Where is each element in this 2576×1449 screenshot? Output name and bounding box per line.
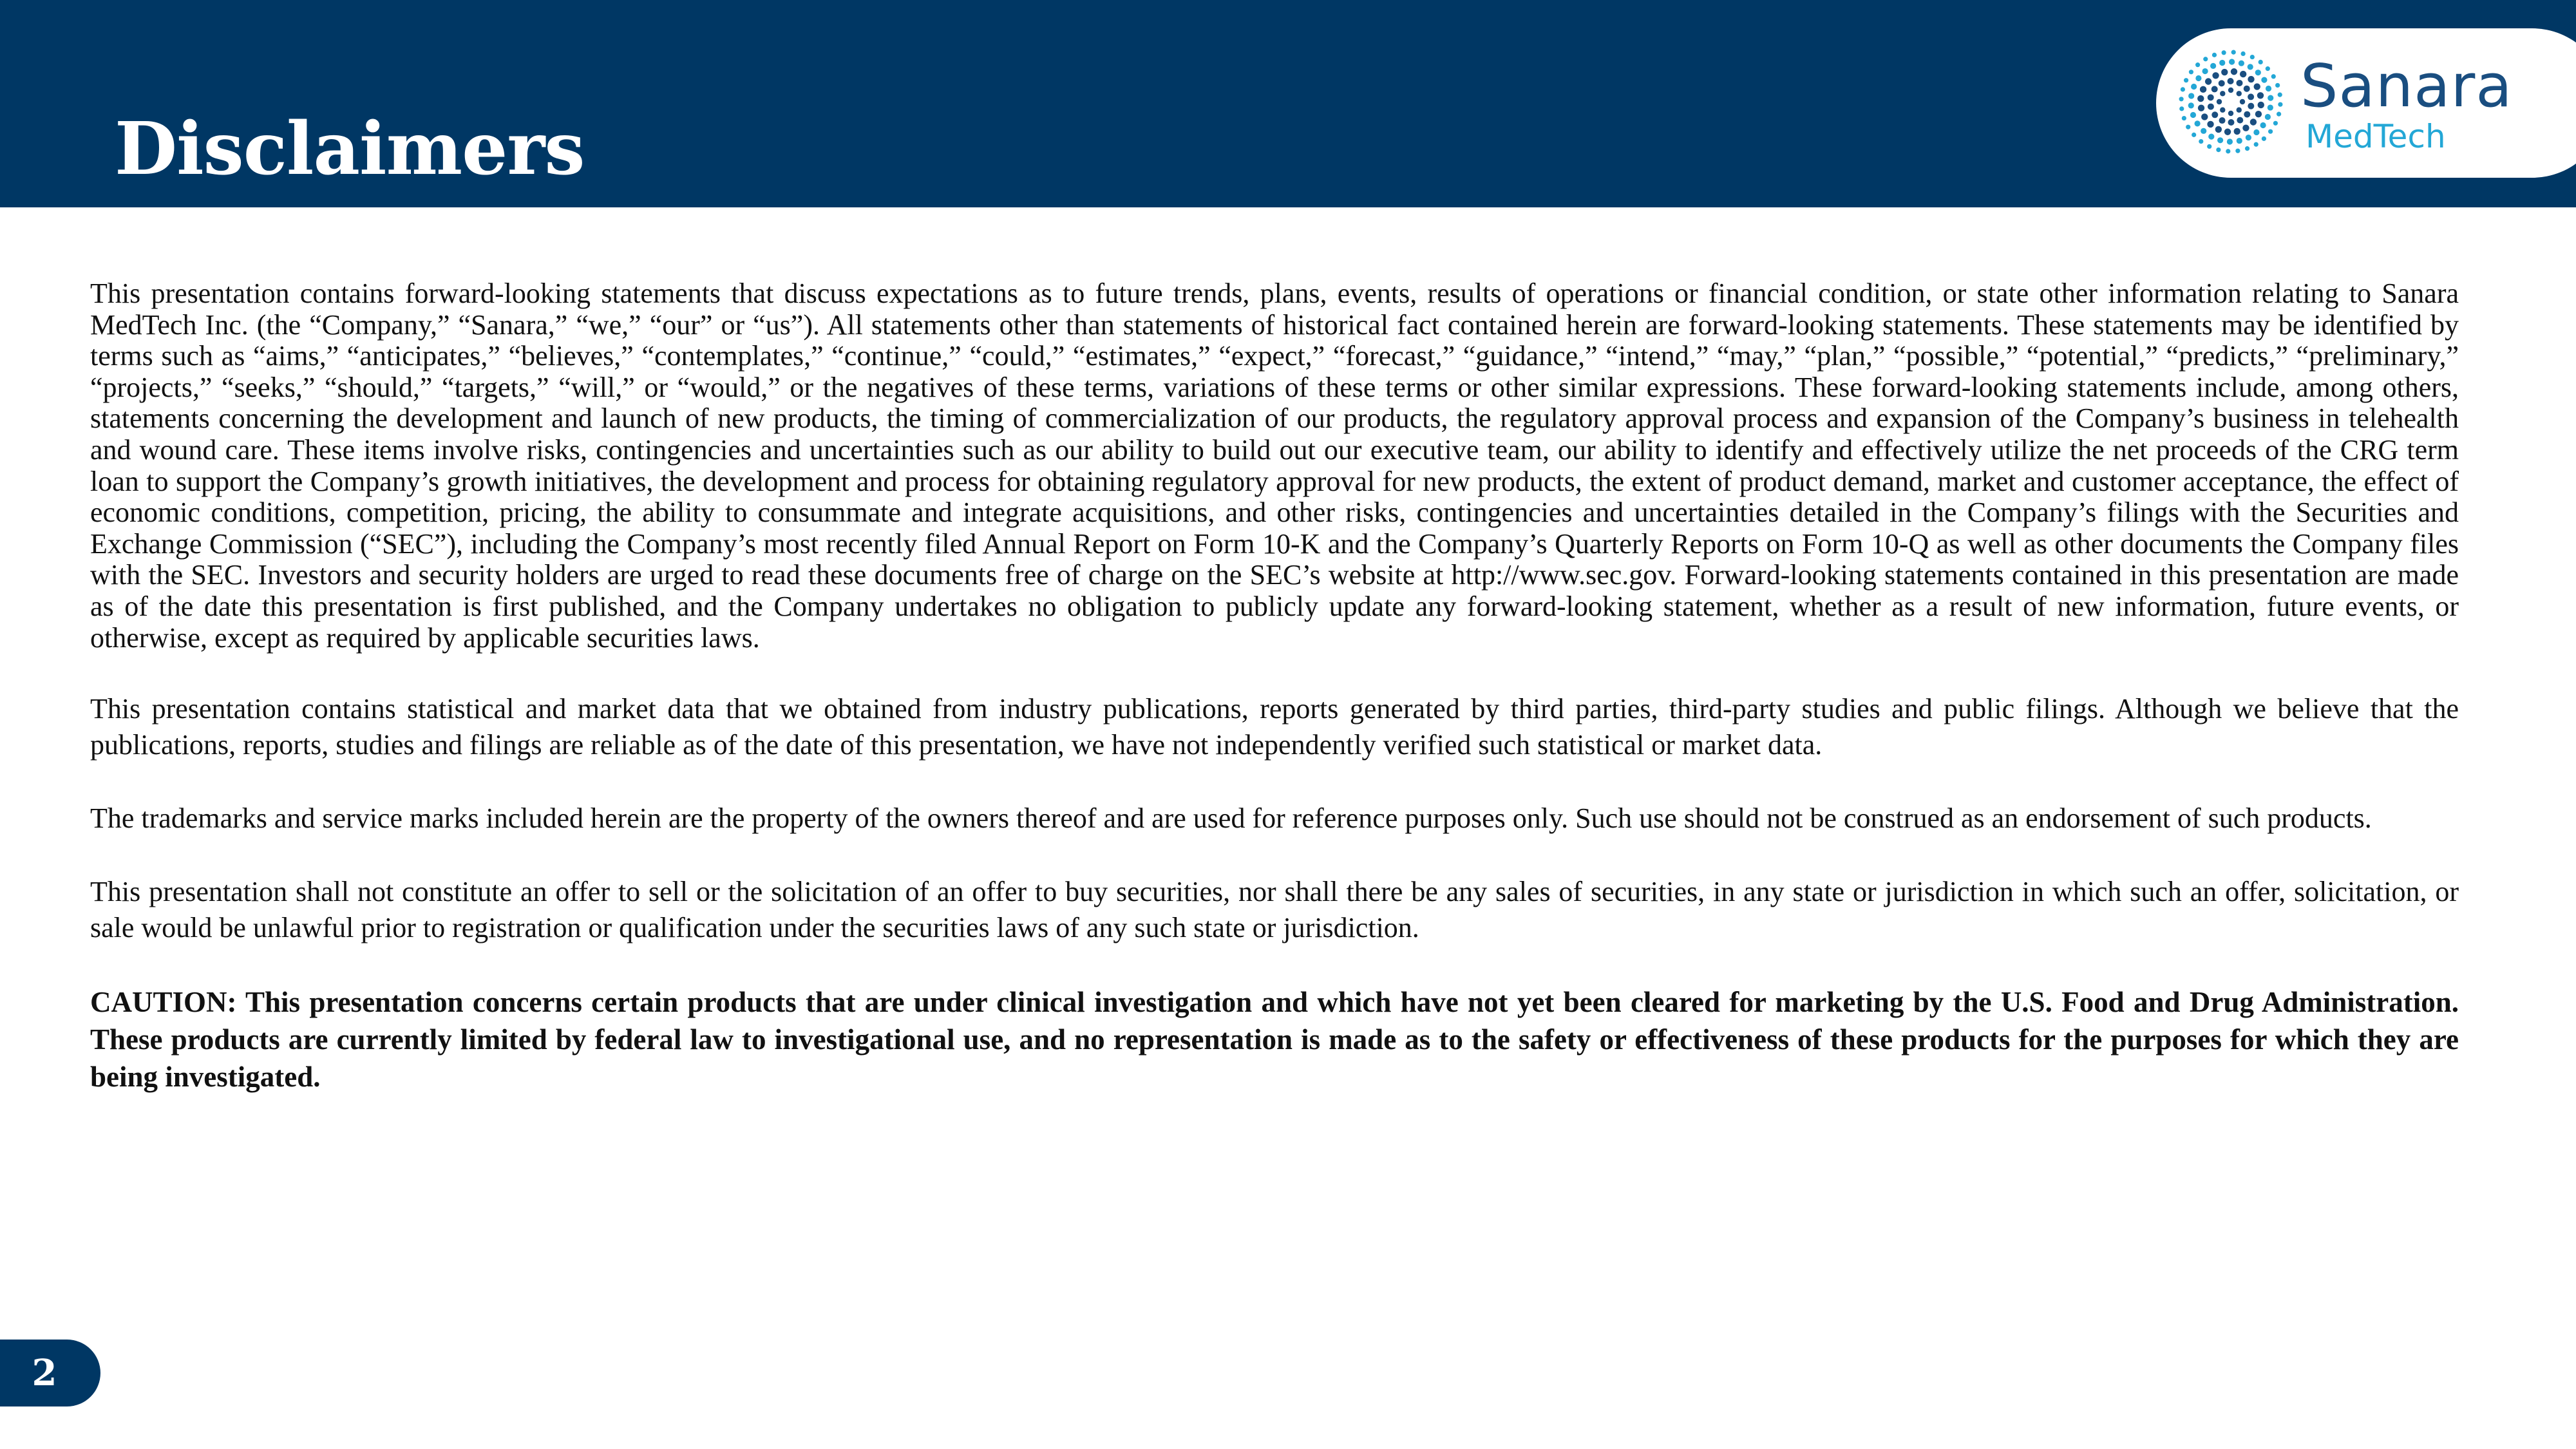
page-title: Disclaimers (115, 107, 585, 191)
caution-paragraph: CAUTION: This presentation concerns certain products that are under clinical investigation and which have not yet been cleared for marketing by the U.S. Food and Drug Administration. These products are currently limited by federal law to investigational use, and no representation is made as to the safety or effectiveness of these products for the purposes for which they are being investigated. (90, 986, 2459, 1094)
page-number: 2 (0, 1340, 100, 1406)
disclaimer-body (90, 278, 2459, 1133)
trademarks-paragraph: The trademarks and service marks included herein are the property of the owners thereof and are used for reference purposes only. Such use should not be construed as an endorsement of such products. (90, 802, 2372, 835)
market-data-paragraph: This presentation contains statistical and market data that we obtained from industry publications, reports generated by third parties, third-party studies and public filings. Although we believe that the publications, reports, studies and filings are reliable as of the date of this presentation, we have not independently verified such statistical or market data. (90, 693, 2459, 761)
logo-wordmark (2300, 54, 2513, 155)
forward-looking-statements-paragraph: This presentation contains forward-looking statements that discuss expectations as to future trends, plans, events, results of operations or financial condition, or state other information relating to Sanara MedTech Inc. (the “Company,” “Sanara,” “we,” “our” or “us”). All statements other than statements of historical fact contained herein are forward-looking statements. These statements may be identified by terms such as “aims,” “anticipates,” “believes,” “contemplates,” “continue,” “could,” “estimates,” “expect,” “forecast,” “guidance,” “intend,” “may,” “plan,” “possible,” “potential,” “predicts,” “preliminary,” “projects,” “seeks,” “should,” “targets,” “will,” or “would,” or the negatives of these terms, variations of these terms or other similar expressions. These forward-looking statements include, among others, statements concerning the development and launch of new products, the timing of commercialization of our products, the regulatory approval process and expansion of the Company’s business in telehealth and wound care. These items involve risks, contingencies and uncertainties such as our ability to build out our executive team, our ability to identify and effectively utilize the net proceeds of the CRG term loan to support the Company’s growth initiatives, the development and process for obtaining regulatory approval for new products, the extent of product demand, market and customer acceptance, the effect of economic conditions, competition, pricing, the ability to consummate and integrate acquisitions, and other risks, contingencies and uncertainties detailed in the Company’s filings with the Securities and Exchange Commission (“SEC”), including the Company’s most recently filed Annual Report on Form 10-K and the Company’s Quarterly Reports on Form 10-Q as well as other documents the Company files with the SEC. Investors and security holders are urged to read these documents free of charge on the SEC’s website at http://www.sec.gov. Forward-looking statements contained in this presentation are made as of the date this presentation is first published, and the Company undertakes no obligation to publicly update any forward-looking statement, whether as a result of new information, future events, or otherwise, except as required by applicable securities laws. (90, 278, 2459, 654)
logo-name: Sanara (2300, 52, 2513, 120)
sanara-logo-icon (2172, 43, 2290, 161)
no-offer-paragraph: This presentation shall not constitute an offer to sell or the solicitation of an offer to buy securities, nor shall there be any sales of securities, in any state or jurisdiction in which such an offer, solicitation, or sale would be unlawful prior to registration or qualification under the securities laws of any such state or jurisdiction. (90, 876, 2459, 944)
logo-subtitle: MedTech (2306, 118, 2446, 155)
